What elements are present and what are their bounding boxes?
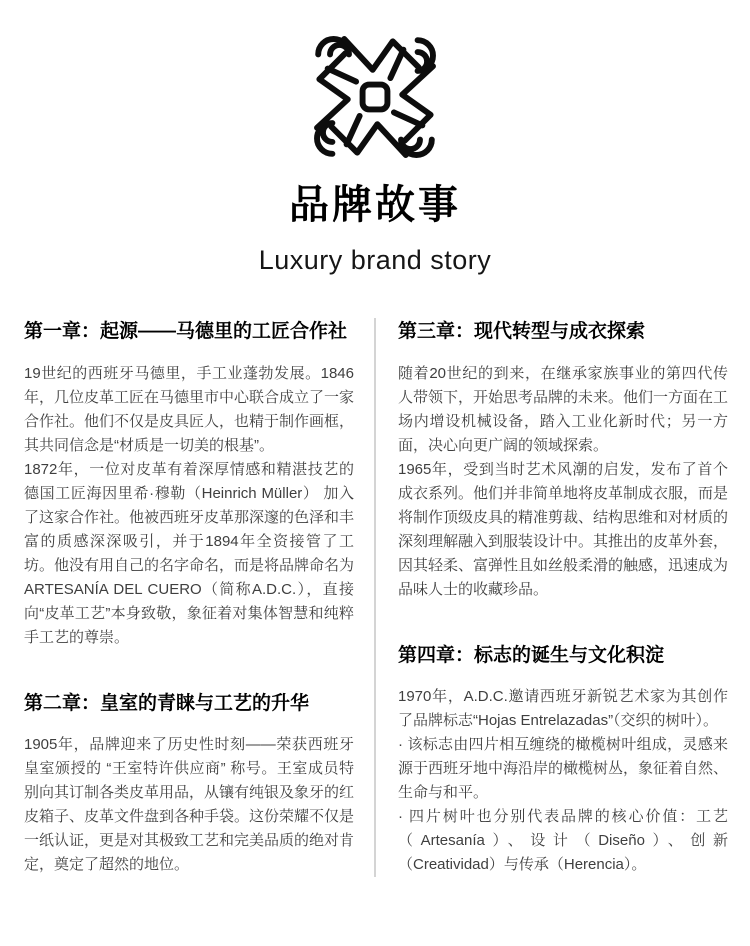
chapter-3-paragraph: 1965年，受到当时艺术风潮的启发，发布了首个成衣系列。他们并非简单地将皮革制成衣服，而是将制作顶级皮具的精准剪裁、结构思维和对材质的深刻理解融入到服装设计中。其推出的皮革外套，因其轻柔、富弹性且如丝般柔滑的触感，迅速成为品味人士的收藏珍品。 [398, 460, 729, 598]
chapter-2-heading: 第二章：皇室的青睐与工艺的升华 [24, 692, 310, 714]
page-subtitle: Luxury brand story [258, 245, 492, 275]
chapter-4-heading: 第四章：标志的诞生与文化积淀 [398, 644, 665, 666]
chapter-1-heading: 第一章：起源——马德里的工匠合作社 [24, 321, 348, 343]
page-header [0, 0, 750, 276]
page-title: 品牌故事 [289, 183, 461, 227]
column-left [24, 318, 374, 877]
chapter-4 [398, 642, 728, 878]
chapter-4-bullet: · 该标志由四片相互缠绕的橄榄树叶组成，灵感来源于西班牙地中海沿岸的橄榄树丛，象征着自然、生命与和平。 [398, 736, 729, 802]
brand-logo [0, 26, 750, 168]
chapter-2-paragraph: 1905年，品牌迎来了历史性时刻——荣获西班牙皇室颁授的 “王室特许供应商” 称号。王室成员特别向其订制各类皮革用品，从镶有纯银及象牙的红皮箱子、皮革文件盘到各种手袋。这份荣耀不仅是一纸认证，更是对其极致工艺和完美品质的绝对肯定，奠定了超然的地位。 [24, 736, 355, 874]
chapter-2 [24, 690, 354, 878]
chapter-1-paragraph: 1872年，一位对皮革有着深厚情感和精湛技艺的德国工匠海因里希·穆勒（Heinrich Müller） 加入了这家合作社。他被西班牙皮革那深邃的色泽和丰富的质感深深吸引，并于1894年全资接管了工坊。他没有用自己的名字命名，而是将品牌命名为ARTESANÍA DEL CUERO（简称A.D.C.），直接向“皮革工艺”本身致敬，象征着对集体智慧和纯粹手工艺的尊崇。 [24, 460, 355, 646]
chapter-4-paragraph: 1970年，A.D.C.邀请西班牙新锐艺术家为其创作了品牌标志“Hojas Entrelazadas”（交织的树叶）。 [398, 688, 728, 730]
chapter-3 [398, 318, 728, 602]
chapter-1 [24, 318, 354, 650]
interlaced-leaves-icon [304, 26, 446, 168]
chapter-3-heading: 第三章：现代转型与成衣探索 [398, 321, 646, 343]
chapter-3-paragraph: 随着20世纪的到来，在继承家族事业的第四代传人带领下，开始思考品牌的未来。他们一方面在工场内增设机械设备，踏入工业化新时代；另一方面，决心向更广阔的领域探索。 [398, 364, 729, 454]
chapter-1-paragraph: 19世纪的西班牙马德里，手工业蓬勃发展。1846年，几位皮革工匠在马德里市中心联合成立了一家合作社。他们不仅是皮具匠人，也精于制作画框，其共同信念是“材质是一切美的根基”。 [24, 364, 355, 454]
content-columns [0, 318, 750, 877]
column-right [376, 318, 728, 877]
chapter-4-bullet: · 四片树叶也分别代表品牌的核心价值：工艺（Artesanía）、设计（Diseño）、创新（Creatividad）与传承（Herencia）。 [398, 808, 728, 874]
